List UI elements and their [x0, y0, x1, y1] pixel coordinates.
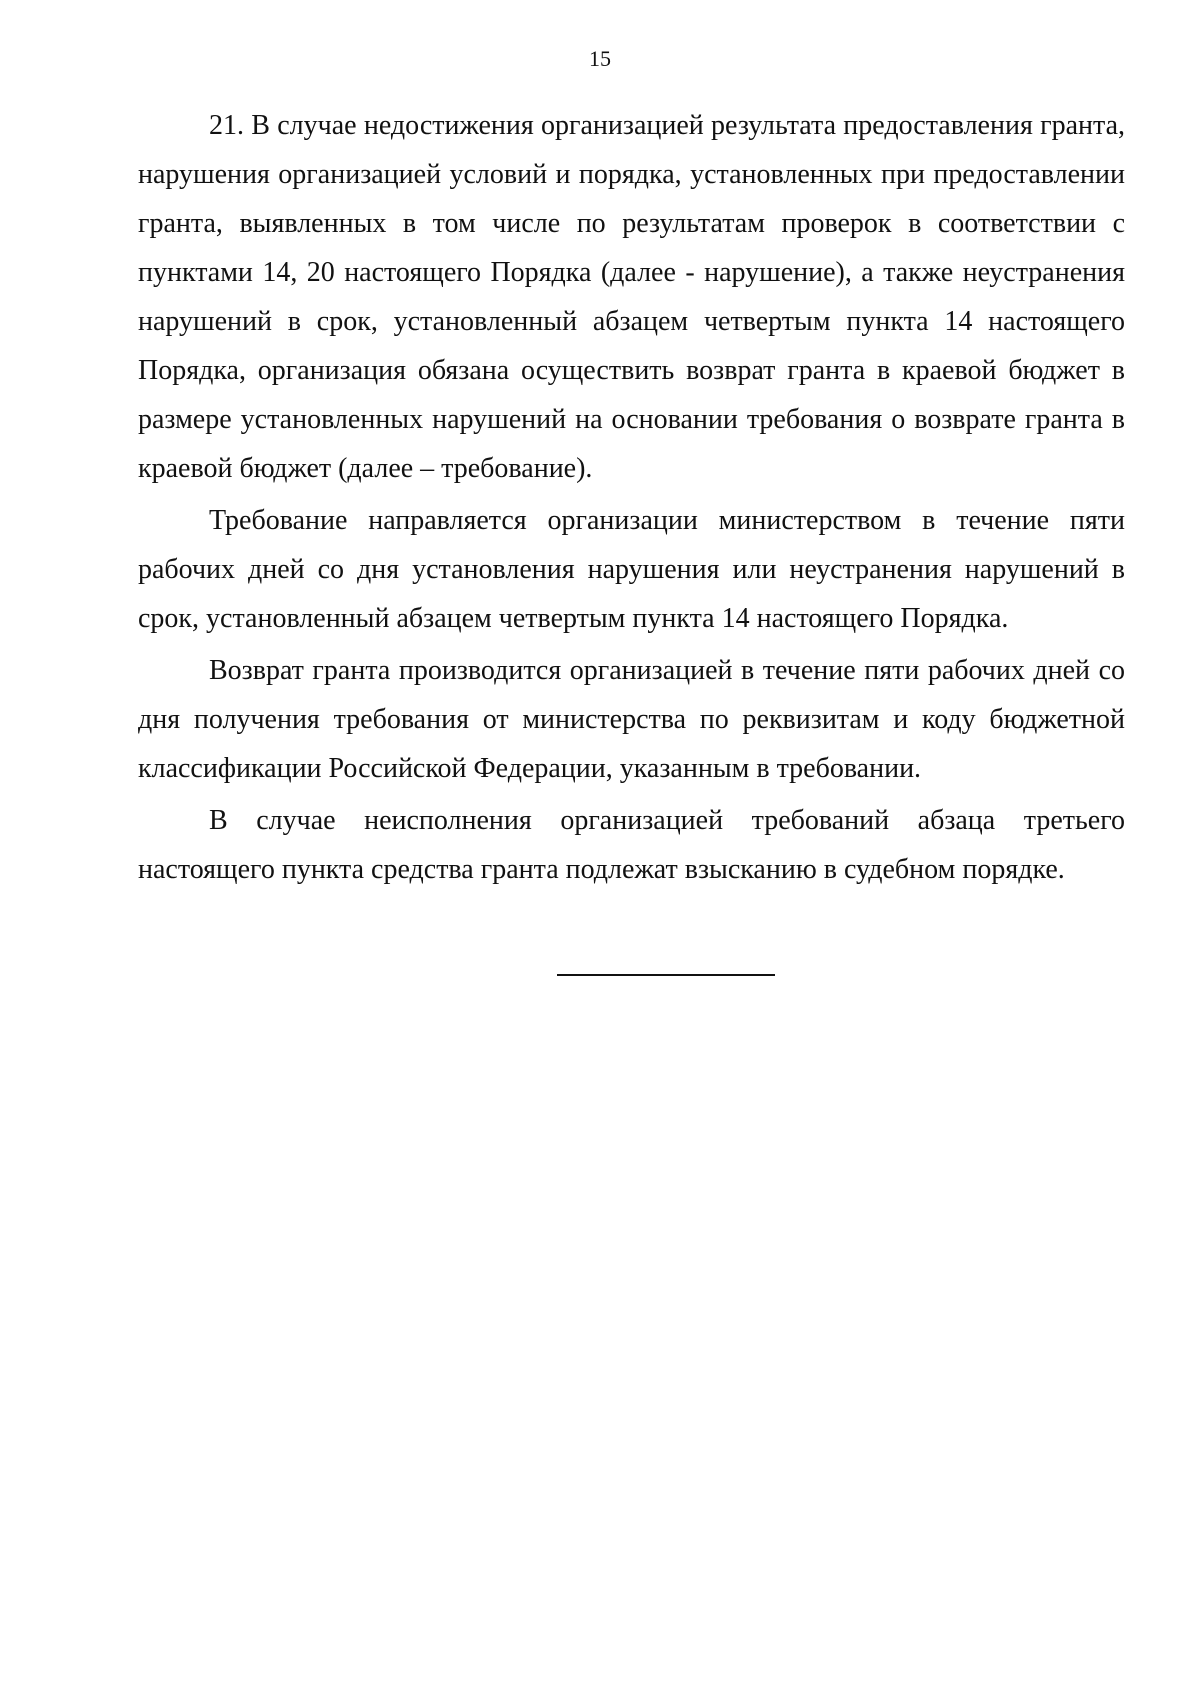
end-of-document-rule: [557, 974, 775, 976]
page-number: 15: [589, 46, 611, 71]
body-text: [138, 101, 1125, 897]
paragraph-3: Возврат гранта производится организацией в течение пяти рабочих дней со дня получения требования от министерства по реквизитам и коду бюджетной классификации Российской Федерации, указанным в требовании.: [138, 655, 1125, 784]
paragraph-4: В случае неисполнения организацией требований абзаца третьего настоящего пункта средства гранта подлежат взысканию в судебном порядке.: [138, 805, 1125, 885]
paragraph-2: Требование направляется организации министерством в течение пяти рабочих дней со дня установления нарушения или неустранения нарушений в срок, установленный абзацем четвертым пункта 14 настоящего Порядка.: [138, 505, 1125, 634]
paragraph-1: 21. В случае недостижения организацией результата предоставления гранта, нарушения организацией условий и порядка, установленных при предоставлении гранта, выявленных в том числе по результатам проверок в соответствии с пунктами 14, 20 настоящего Порядка (далее - нарушение), а также неустранения нарушений в срок, установленный абзацем четвертым пункта 14 настоящего Порядка, организация обязана осуществить возврат гранта в краевой бюджет в размере установленных нарушений на основании требования о возврате гранта в краевой бюджет (далее – требование).: [138, 110, 1125, 484]
